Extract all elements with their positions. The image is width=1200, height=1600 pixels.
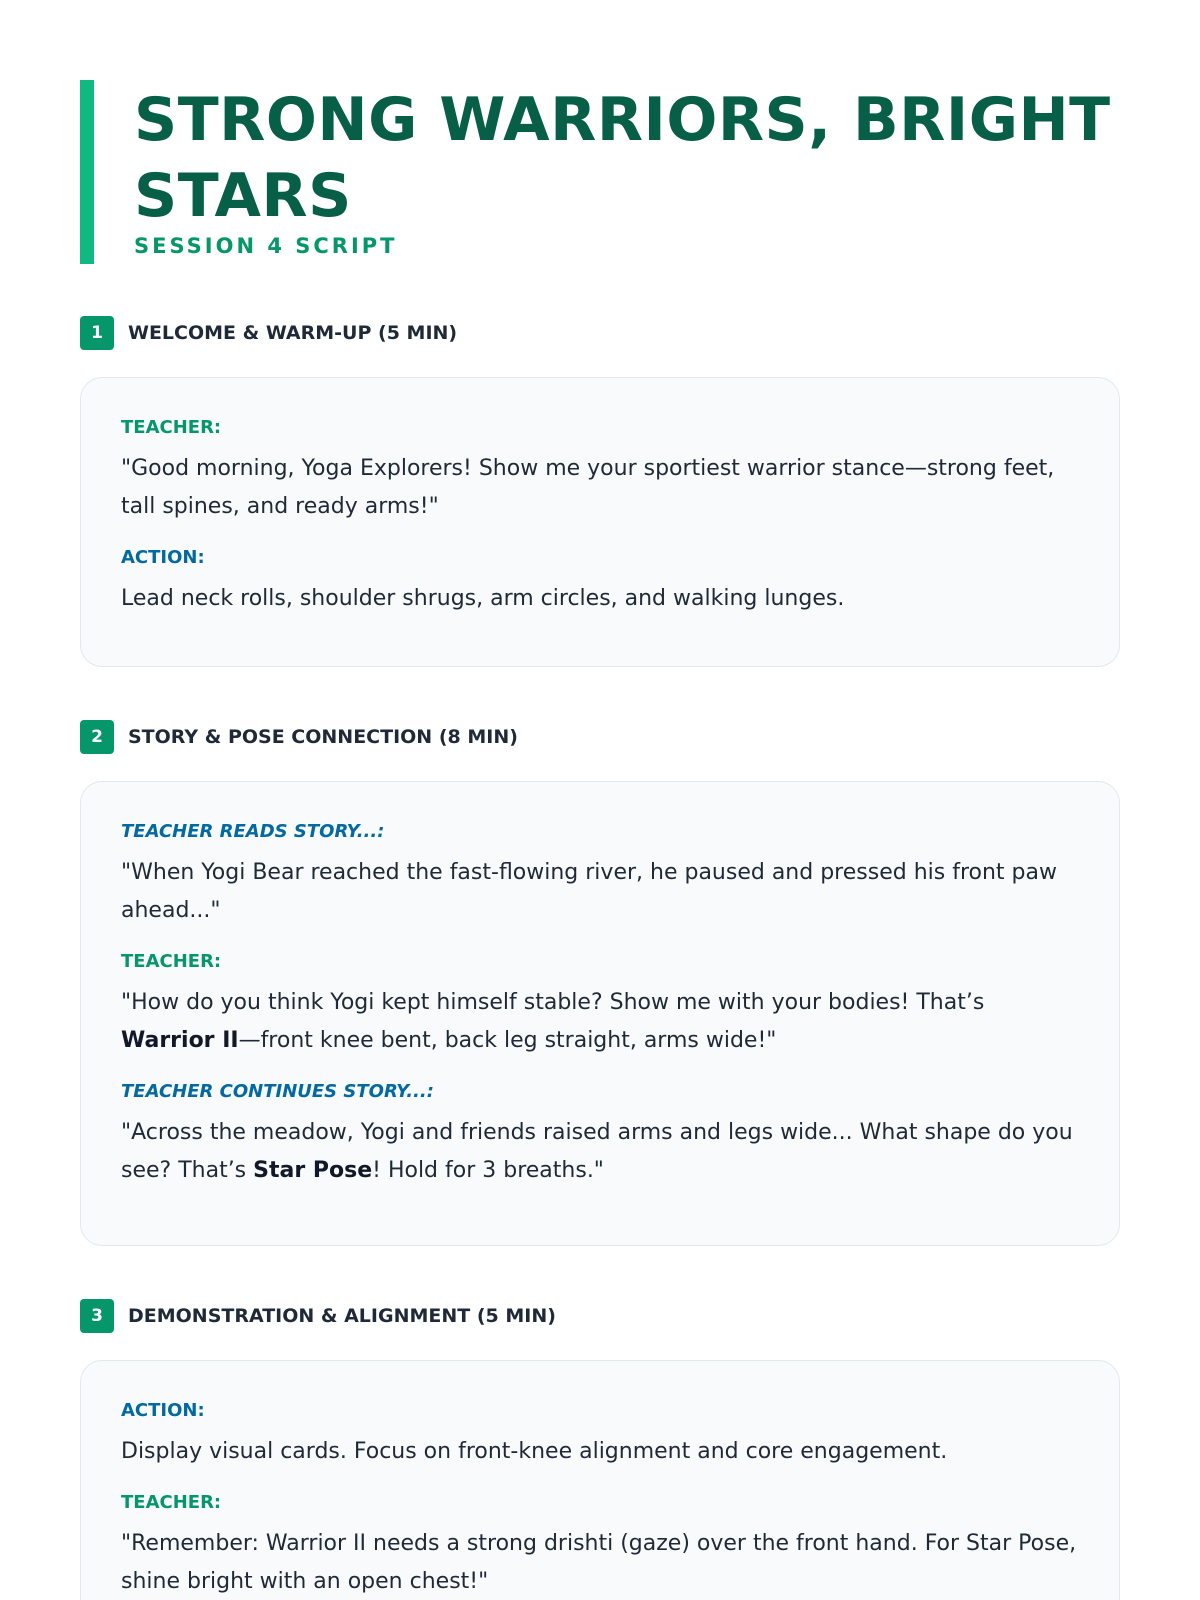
- section-heading-story: [80, 720, 518, 754]
- script-block-story: [121, 818, 1079, 930]
- script-card-story: [80, 781, 1120, 1246]
- teacher-line: "Good morning, Yoga Explorers! Show me your sportiest warrior stance—strong feet, tall spines, and ready arms!": [121, 456, 1055, 519]
- section-number-badge: 1: [80, 316, 114, 350]
- action-label: ACTION:: [121, 1400, 205, 1421]
- section-title: STORY & POSE CONNECTION (8 MIN): [128, 726, 518, 748]
- script-block-teacher: [121, 1489, 1079, 1600]
- page-subtitle: SESSION 4 SCRIPT: [134, 234, 398, 258]
- script-block-story: [121, 1078, 1079, 1190]
- story-line-end: ! Hold for 3 breaths.": [372, 1158, 604, 1183]
- page-title: STRONG WARRIORS, BRIGHT STARS: [134, 85, 1111, 231]
- section-heading-warm-up: [80, 316, 457, 350]
- story-label: TEACHER READS STORY...:: [121, 821, 385, 842]
- story-line: [121, 1114, 1079, 1190]
- script-block-teacher: [121, 414, 1079, 526]
- story-line-start: "Across the meadow, Yogi and friends raised arms and legs wide... What shape do you see? That’s: [121, 1120, 1073, 1183]
- pose-name-bold: Warrior II: [121, 1028, 239, 1053]
- script-block-action: [121, 544, 1079, 618]
- page-header: [80, 80, 1120, 264]
- action-line: Display visual cards. Focus on front-knee alignment and core engagement.: [121, 1439, 948, 1464]
- story-line: "When Yogi Bear reached the fast-flowing river, he paused and pressed his front paw ahead...": [121, 860, 1057, 923]
- teacher-line-start: "How do you think Yogi kept himself stable? Show me with your bodies! That’s: [121, 990, 985, 1015]
- section-number-badge: 2: [80, 720, 114, 754]
- script-block-teacher: [121, 948, 1079, 1060]
- section-title: DEMONSTRATION & ALIGNMENT (5 MIN): [128, 1305, 556, 1327]
- action-line: Lead neck rolls, shoulder shrugs, arm circles, and walking lunges.: [121, 586, 845, 611]
- teacher-line-end: —front knee bent, back leg straight, arms wide!": [238, 1028, 777, 1053]
- section-heading-demonstration: [80, 1299, 556, 1333]
- script-card-demonstration: [80, 1360, 1120, 1600]
- section-title: WELCOME & WARM-UP (5 MIN): [128, 322, 458, 344]
- header-accent-bar: [80, 80, 94, 264]
- teacher-line: [121, 984, 1079, 1060]
- script-card-warm-up: [80, 377, 1120, 667]
- pose-name-bold: Star Pose: [253, 1158, 373, 1183]
- section-number-badge: 3: [80, 1299, 114, 1333]
- teacher-label: TEACHER:: [121, 1492, 222, 1513]
- story-label: TEACHER CONTINUES STORY...:: [121, 1081, 434, 1102]
- teacher-label: TEACHER:: [121, 417, 222, 438]
- teacher-label: TEACHER:: [121, 951, 222, 972]
- script-block-action: [121, 1397, 1079, 1471]
- action-label: ACTION:: [121, 547, 205, 568]
- teacher-line: "Remember: Warrior II needs a strong drishti (gaze) over the front hand. For Star Pose, shine bright with an open chest!": [121, 1531, 1077, 1594]
